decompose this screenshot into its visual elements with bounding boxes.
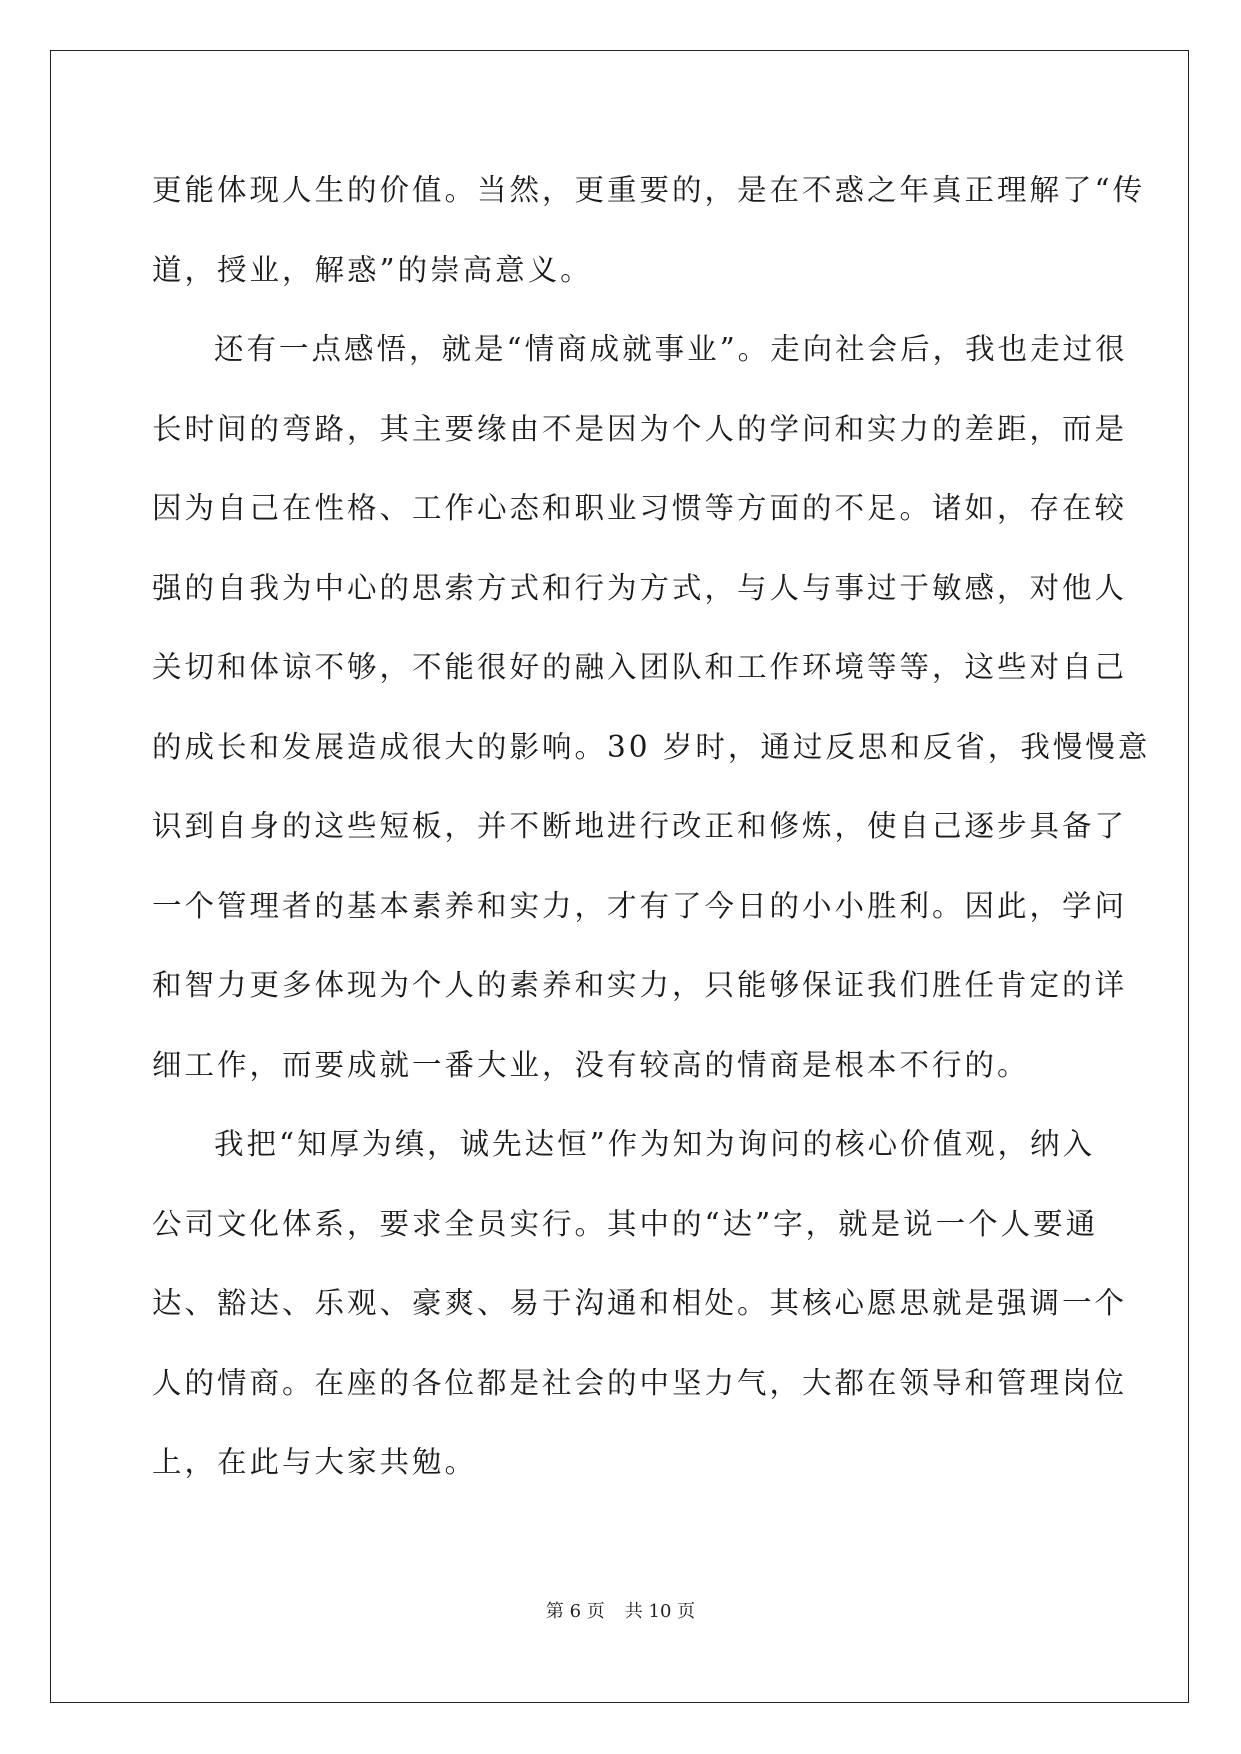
page-footer	[0, 1600, 1241, 1624]
text-line: 细工作，而要成就一番大业，没有较高的情商是根本不行的。	[152, 1047, 1030, 1082]
text-line: 达、豁达、乐观、豪爽、易于沟通和相处。其核心愿思就是强调一个	[152, 1286, 1128, 1320]
text-line: 因为自己在性格、工作心态和职业习惯等方面的不足。诸如，存在较	[152, 491, 1128, 525]
text-line: 道，授业，解惑”的崇高意义。	[152, 252, 593, 287]
page-total: 共 10 页	[624, 1601, 696, 1622]
text-line: 还有一点感悟，就是“情商成就事业”。走向社会后，我也走过很	[214, 332, 1128, 366]
text-line: 公司文化体系，要求全员实行。其中的“达”字，就是说一个人要通	[152, 1206, 1099, 1241]
text-line: 和智力更多体现为个人的素养和实力，只能够保证我们胜任肯定的详	[152, 968, 1128, 1002]
text-line: 人的情商。在座的各位都是社会的中坚力气，大都在领导和管理岗位	[152, 1365, 1128, 1400]
text-line: 上，在此与大家共勉。	[152, 1445, 478, 1479]
document-body	[152, 160, 1151, 1512]
page-number: 第 6 页	[545, 1601, 605, 1622]
text-line: 强的自我为中心的思索方式和行为方式，与人与事过于敏感，对他人	[152, 570, 1128, 605]
text-line: 一个管理者的基本素养和实力，才有了今日的小小胜利。因此，学问	[152, 888, 1128, 923]
text-line: 更能体现人生的价值。当然，更重要的，是在不惑之年真正理解了“传	[152, 173, 1146, 207]
text-line: 关切和体谅不够，不能很好的融入团队和工作环境等等，这些对自己	[152, 650, 1128, 684]
text-line: 我把“知厚为缜，诚先达恒”作为知为询问的核心价值观，纳入	[214, 1127, 1096, 1161]
text-line: 长时间的弯路，其主要缘由不是因为个人的学问和实力的差距，而是	[152, 411, 1128, 446]
text-line: 的成长和发展造成很大的影响。30 岁时，通过反思和反省，我慢慢意	[152, 729, 1151, 764]
text-line: 识到自身的这些短板，并不断地进行改正和修炼，使自己逐步具备了	[152, 809, 1128, 843]
